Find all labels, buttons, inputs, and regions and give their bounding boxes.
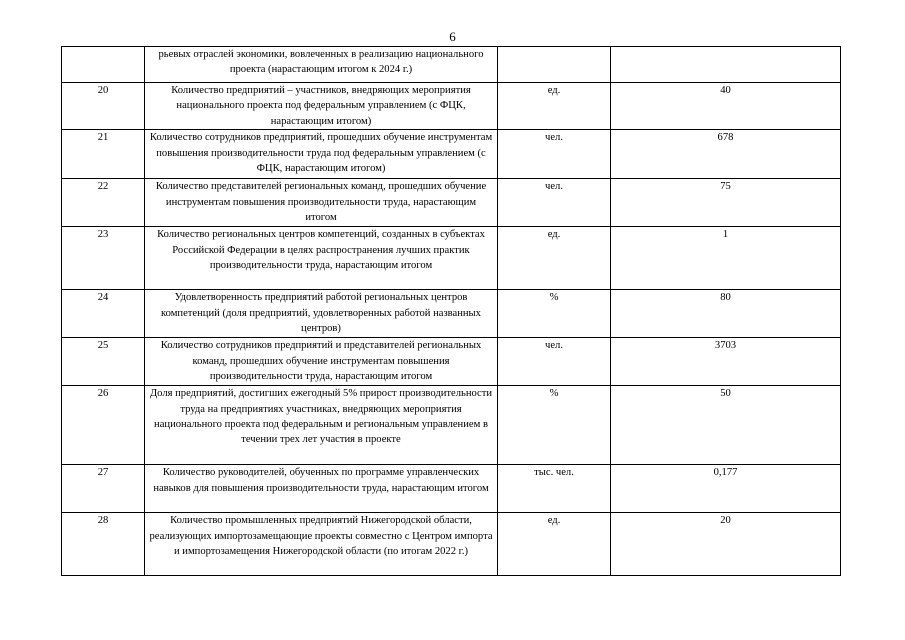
unit: тыс. чел.	[498, 465, 611, 513]
indicator-name: Количество предприятий – участников, внедряющих мероприятия национального проекта под федеральным управлением (с ФЦК, нарастающим итогом)	[145, 83, 498, 130]
row-number	[62, 47, 145, 83]
indicator-name: рьевых отраслей экономики, вовлеченных в реализацию национального проекта (нарастающим итогом к 2024 г.)	[145, 47, 498, 83]
unit: чел.	[498, 179, 611, 227]
indicator-name: Количество региональных центров компетенций, созданных в субъектах Российской Федерации в целях распространения лучших практик производительности труда, нарастающим итогом	[145, 227, 498, 290]
row-number: 25	[62, 338, 145, 386]
row-number: 21	[62, 130, 145, 179]
unit: %	[498, 290, 611, 338]
page-number: 6	[449, 29, 456, 44]
indicator-name: Количество представителей региональных команд, прошедших обучение инструментам повышения производительности труда, нарастающим итогом	[145, 179, 498, 227]
unit: ед.	[498, 83, 611, 130]
unit	[498, 47, 611, 83]
indicator-name: Количество сотрудников предприятий и представителей региональных команд, прошедших обучение инструментам повышения производительности труда, нарастающим итогом	[145, 338, 498, 386]
table-row	[62, 338, 841, 386]
indicator-name: Удовлетворенность предприятий работой региональных центров компетенций (доля предприятий, удовлетворенных работой названных центров)	[145, 290, 498, 338]
row-number: 28	[62, 513, 145, 576]
value: 3703	[611, 338, 841, 386]
indicator-name: Доля предприятий, достигших ежегодный 5% прирост производительности труда на предприятиях участниках, внедряющих мероприятия национального проекта под федеральным и региональным управлением в течении трех лет участия в проекте	[145, 386, 498, 465]
table-row	[62, 513, 841, 576]
table-row	[62, 465, 841, 513]
value	[611, 47, 841, 83]
value: 75	[611, 179, 841, 227]
row-number: 22	[62, 179, 145, 227]
row-number: 24	[62, 290, 145, 338]
value: 80	[611, 290, 841, 338]
table-row	[62, 130, 841, 179]
indicators-table	[61, 46, 841, 576]
unit: %	[498, 386, 611, 465]
row-number: 26	[62, 386, 145, 465]
row-number: 27	[62, 465, 145, 513]
table-row	[62, 47, 841, 83]
value: 20	[611, 513, 841, 576]
row-number: 20	[62, 83, 145, 130]
table-row	[62, 386, 841, 465]
indicator-name: Количество сотрудников предприятий, прошедших обучение инструментам повышения производительности труда под федеральным управлением (с ФЦК, нарастающим итогом)	[145, 130, 498, 179]
table-row	[62, 179, 841, 227]
indicator-name: Количество промышленных предприятий Нижегородской области, реализующих импортозамещающие проекты совместно с Центром импорта и импортозамещения Нижегородской области (по итогам 2022 г.)	[145, 513, 498, 576]
value: 678	[611, 130, 841, 179]
unit: ед.	[498, 227, 611, 290]
value: 1	[611, 227, 841, 290]
indicator-name: Количество руководителей, обученных по программе управленческих навыков для повышения производительности труда, нарастающим итогом	[145, 465, 498, 513]
unit: ед.	[498, 513, 611, 576]
value: 40	[611, 83, 841, 130]
table-row	[62, 290, 841, 338]
value: 0,177	[611, 465, 841, 513]
unit: чел.	[498, 338, 611, 386]
table-row	[62, 83, 841, 130]
value: 50	[611, 386, 841, 465]
unit: чел.	[498, 130, 611, 179]
row-number: 23	[62, 227, 145, 290]
table-row	[62, 227, 841, 290]
